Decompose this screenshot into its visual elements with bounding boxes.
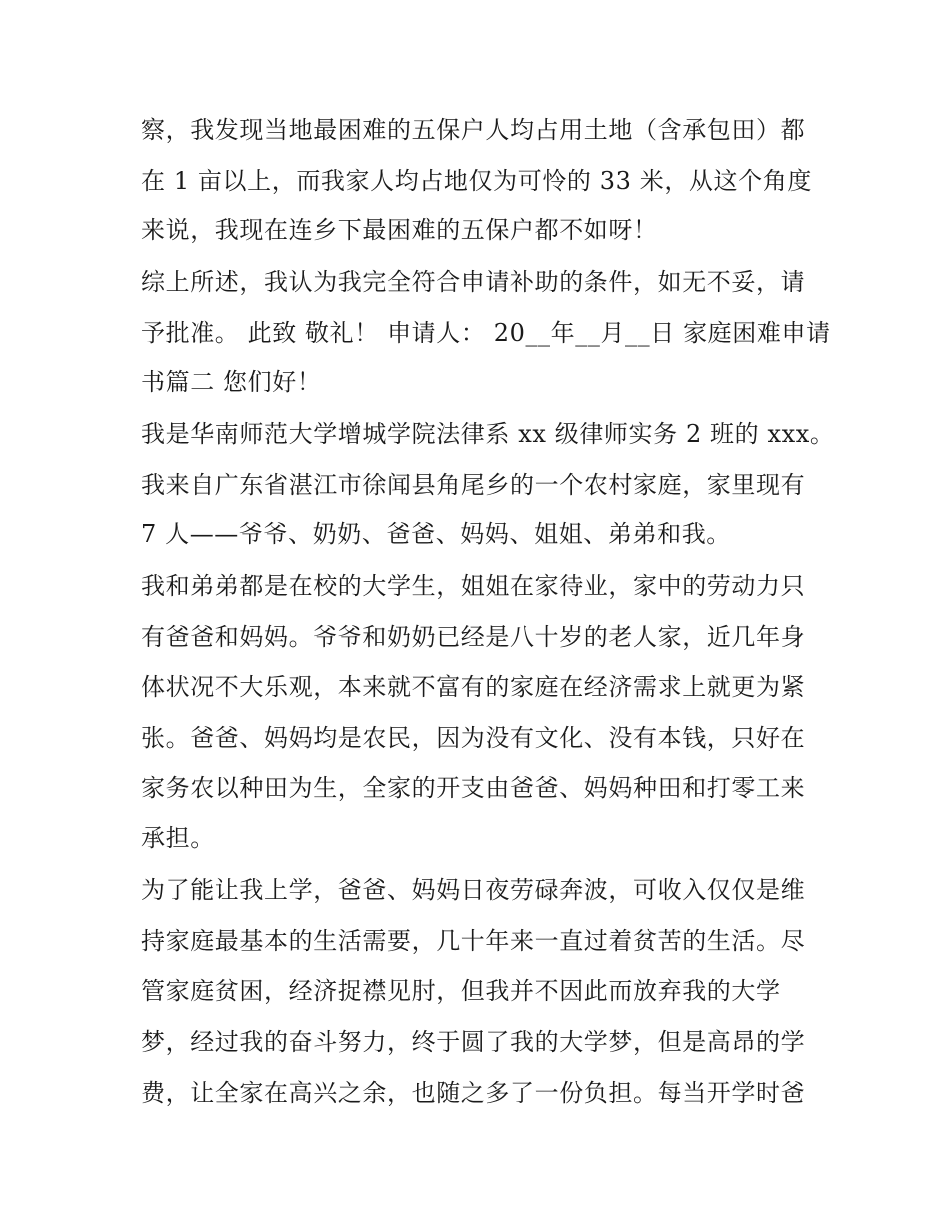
text-line: 综上所述，我认为我完全符合申请补助的条件，如无不妥，请 (141, 268, 806, 296)
text-line: 我和弟弟都是在校的大学生，姐姐在家待业，家中的劳动力只 (141, 572, 806, 600)
text-line: 我来自广东省湛江市徐闻县角尾乡的一个农村家庭，家里现有 (141, 471, 806, 499)
text-line: 管家庭贫困，经济捉襟见肘，但我并不因此而放弃我的大学 (141, 977, 781, 1005)
text-line: 书篇二 您们好！ (141, 368, 322, 396)
text-line: 察，我发现当地最困难的五保户人均占用土地（含承包田）都 (141, 116, 806, 144)
text-line: 7 人——爷爷、奶奶、爸爸、妈妈、姐姐、弟弟和我。 (141, 520, 731, 548)
text-line: 承担。 (141, 824, 215, 852)
text-line: 张。爸爸、妈妈均是农民，因为没有文化、没有本钱，只好在 (141, 724, 806, 752)
text-line: 梦，经过我的奋斗努力，终于圆了我的大学梦，但是高昂的学 (141, 1028, 806, 1056)
text-line: 予批准。 此致 敬礼！ 申请人： 20__年__月__日 家庭困难申请 (141, 319, 831, 347)
text-line: 为了能让我上学，爸爸、妈妈日夜劳碌奔波，可收入仅仅是维 (141, 876, 806, 904)
text-line: 体状况不大乐观，本来就不富有的家庭在经济需求上就更为紧 (141, 673, 806, 701)
text-line: 来说，我现在连乡下最困难的五保户都不如呀！ (141, 216, 658, 244)
text-line: 费，让全家在高兴之余，也随之多了一份负担。每当开学时爸 (141, 1079, 806, 1107)
text-line: 我是华南师范大学增城学院法律系 xx 级律师实务 2 班的 xxx。 (141, 420, 835, 448)
text-line: 家务农以种田为生，全家的开支由爸爸、妈妈种田和打零工来 (141, 774, 806, 802)
text-line: 有爸爸和妈妈。爷爷和奶奶已经是八十岁的老人家，近几年身 (141, 623, 806, 651)
text-line: 持家庭最基本的生活需要，几十年来一直过着贫苦的生活。尽 (141, 927, 806, 955)
text-line: 在 1 亩以上，而我家人均占地仅为可怜的 33 米，从这个角度 (141, 167, 812, 195)
